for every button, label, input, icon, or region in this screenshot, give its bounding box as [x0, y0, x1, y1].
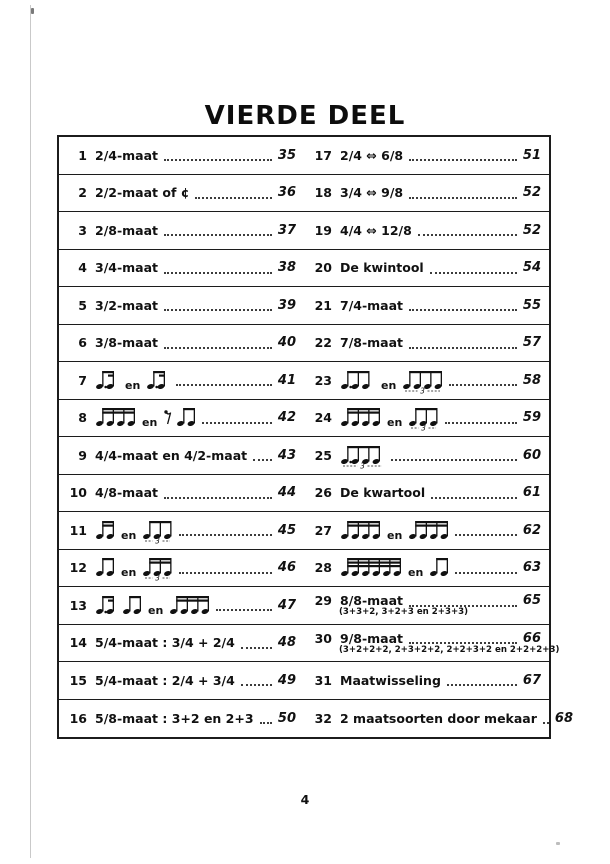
- toc-table: [57, 135, 573, 739]
- toc-entry: [59, 250, 304, 287]
- beamed-notes-icon: [146, 367, 170, 394]
- toc-entry-line: [67, 404, 296, 431]
- entry-number: 29: [314, 593, 332, 609]
- entry-page-number: 49: [277, 672, 296, 688]
- toc-entry: [304, 137, 549, 174]
- toc-entry: [304, 512, 549, 549]
- scan-speck: [556, 842, 560, 845]
- entry-number: 21: [314, 297, 332, 313]
- entry-number: 26: [314, 485, 332, 501]
- beamed-notes-icon: [95, 404, 136, 431]
- entry-title: 3/2-maat: [95, 297, 159, 313]
- beamed-notes-icon: [429, 554, 449, 581]
- entry-number: 18: [314, 185, 332, 201]
- entry-number: 7: [78, 372, 87, 388]
- dotted-leader: [409, 159, 517, 161]
- toc-entry: [59, 137, 304, 174]
- beamed-notes-icon: [408, 404, 439, 431]
- dotted-leader: [216, 609, 272, 611]
- connector-word: en: [387, 528, 403, 542]
- rhythm-notation: [340, 367, 443, 394]
- entry-title: 3/4 ⇔ 9/8: [340, 185, 404, 201]
- toc-entry: [304, 212, 549, 249]
- dotted-leader: [164, 234, 272, 236]
- entry-page-number: 48: [277, 635, 296, 651]
- dotted-leader: [164, 497, 272, 499]
- entry-page-number: 40: [277, 335, 296, 351]
- toc-entry: [59, 175, 304, 212]
- toc-row: [59, 550, 549, 588]
- toc-row: [59, 250, 549, 288]
- entry-title: 4/4-maat en 4/2-maat: [95, 447, 248, 463]
- triplet-number: 3: [155, 536, 161, 546]
- entry-page-number: 46: [277, 560, 296, 576]
- entry-number: 31: [314, 672, 332, 688]
- entry-subtitle: (3+3+2, 3+2+3 en 2+3+3): [339, 607, 469, 618]
- dotted-leader: [449, 384, 517, 386]
- entry-title: 2/2-maat of ¢: [95, 185, 190, 201]
- dotted-leader: [164, 309, 272, 311]
- toc-entry-line: [67, 335, 296, 350]
- connector-word: en: [121, 566, 137, 580]
- dotted-leader: [176, 384, 272, 386]
- dotted-leader: [202, 422, 272, 424]
- connector-word: en: [121, 528, 137, 542]
- dotted-leader: [409, 347, 517, 349]
- toc-entry: [59, 587, 304, 624]
- entry-number: 10: [69, 485, 87, 501]
- entry-page-number: 52: [522, 222, 541, 238]
- dotted-leader: [391, 459, 517, 461]
- entry-number: 25: [314, 447, 332, 463]
- toc-row: [59, 700, 573, 738]
- connector-word: en: [148, 603, 164, 617]
- toc-entry-line: [67, 367, 296, 394]
- dotted-leader: [543, 722, 549, 724]
- entry-page-number: 35: [277, 147, 296, 163]
- toc-entry-line: [67, 711, 296, 726]
- entry-title: 2 maatsoorten door mekaar: [340, 710, 537, 726]
- dotted-leader: [253, 459, 272, 461]
- toc-entry-line: [312, 298, 541, 313]
- entry-title: 7/4-maat: [340, 297, 404, 313]
- toc-entry-line: [67, 298, 296, 313]
- toc-entry: [59, 212, 304, 249]
- entry-title: De kwartool: [340, 485, 426, 501]
- entry-title: 8/8-maat: [340, 593, 404, 609]
- entry-title: 2/8-maat: [95, 222, 159, 238]
- toc-entry-line: [312, 673, 541, 688]
- toc-entry-line: [312, 185, 541, 200]
- toc-entry-line: [312, 148, 541, 163]
- toc-entry-line: [312, 710, 573, 726]
- entry-page-number: 59: [522, 410, 541, 426]
- entry-page-number: 43: [277, 447, 296, 463]
- toc-row: [59, 325, 549, 363]
- toc-entry: [59, 437, 304, 474]
- toc-row: [59, 475, 549, 513]
- entry-number: 1: [78, 147, 87, 163]
- entry-subtitle: (3+2+2+2, 2+3+2+2, 2+2+3+2 en 2+2+2+3): [339, 644, 560, 655]
- entry-number: 14: [69, 635, 87, 651]
- rhythm-notation: [340, 517, 449, 544]
- toc-row: [59, 175, 549, 213]
- toc-entry-line: [312, 367, 541, 394]
- connector-word: en: [387, 416, 403, 430]
- connector-word: en: [408, 566, 424, 580]
- entry-page-number: 62: [522, 522, 541, 538]
- entry-number: 23: [314, 372, 332, 388]
- toc-entry-line: [67, 673, 296, 688]
- beamed-notes-icon: [95, 592, 119, 619]
- beamed-notes-icon: [95, 517, 115, 544]
- toc-entry-line: [67, 635, 296, 650]
- toc-entry-line: [67, 517, 296, 544]
- toc-entry: [59, 550, 304, 587]
- toc-entry-line: [312, 404, 541, 431]
- beamed-notes-icon: [340, 442, 385, 469]
- dotted-leader: [431, 497, 517, 499]
- entry-page-number: 45: [277, 522, 296, 538]
- entry-number: 16: [69, 710, 87, 726]
- toc-entry: [59, 512, 304, 549]
- toc-entry-line: [312, 260, 541, 275]
- entry-title: 3/4-maat: [95, 260, 159, 276]
- toc-row: [59, 362, 549, 400]
- toc-entry-line: [67, 223, 296, 238]
- toc-entry-line: [312, 554, 541, 581]
- toc-row: [59, 137, 549, 175]
- beamed-notes-icon: [142, 517, 173, 544]
- beamed-notes-icon: [340, 517, 381, 544]
- toc-entry: [304, 325, 549, 362]
- dotted-leader: [409, 605, 517, 607]
- entry-page-number: 54: [522, 260, 541, 276]
- entry-page-number: 66: [522, 630, 541, 646]
- entry-page-number: 44: [277, 485, 296, 501]
- entry-number: 11: [69, 522, 87, 538]
- entry-number: 5: [78, 297, 87, 313]
- toc-entry: [59, 662, 304, 699]
- entry-number: 28: [314, 560, 332, 576]
- entry-page-number: 39: [277, 297, 296, 313]
- toc-entry: [304, 437, 549, 474]
- entry-number: 4: [78, 260, 87, 276]
- entry-number: 3: [78, 222, 87, 238]
- toc-entry: [59, 625, 304, 662]
- eighth-rest-icon: [163, 404, 173, 431]
- entry-number: 12: [69, 560, 87, 576]
- toc-entry-line: [312, 517, 541, 544]
- dotted-leader: [418, 234, 517, 236]
- entry-page-number: 52: [522, 185, 541, 201]
- toc-row: [59, 587, 549, 625]
- page-title: VIERDE DEEL: [204, 101, 406, 132]
- dotted-leader: [445, 422, 517, 424]
- entry-page-number: 65: [522, 593, 541, 609]
- entry-number: 30: [314, 630, 332, 646]
- dotted-leader: [260, 722, 272, 724]
- toc-entry: [59, 362, 304, 399]
- toc-entry-line: [67, 260, 296, 275]
- entry-page-number: 42: [277, 410, 296, 426]
- entry-title: 3/8-maat: [95, 335, 159, 351]
- toc-entry: [304, 625, 560, 662]
- toc-entry: [304, 250, 549, 287]
- rhythm-notation: [95, 367, 170, 394]
- entry-title: 7/8-maat: [340, 335, 404, 351]
- toc-row: [59, 212, 549, 250]
- beamed-notes-icon: [402, 367, 443, 394]
- toc-entry-line: [312, 593, 541, 608]
- toc-entry: [304, 662, 549, 699]
- entry-title: 5/4-maat : 3/4 + 2/4: [95, 635, 235, 651]
- dotted-leader: [179, 572, 272, 574]
- rhythm-notation: [340, 554, 449, 581]
- entry-number: 6: [78, 335, 87, 351]
- toc-entry-line: [312, 631, 541, 646]
- toc-entry-line: [312, 223, 541, 238]
- beamed-notes-icon: [95, 367, 119, 394]
- dotted-leader: [447, 684, 517, 686]
- toc-entry: [304, 400, 549, 437]
- beamed-notes-icon: [340, 404, 381, 431]
- toc-entry: [59, 287, 304, 324]
- toc-entry: [304, 587, 549, 624]
- entry-number: 20: [314, 260, 332, 276]
- toc-entry: [59, 700, 304, 738]
- entry-number: 24: [314, 410, 332, 426]
- entry-title: De kwintool: [340, 260, 424, 276]
- rhythm-notation: [95, 554, 173, 581]
- beamed-notes-icon: [340, 554, 402, 581]
- entry-title: Maatwisseling: [340, 672, 441, 688]
- toc-entry: [304, 700, 573, 738]
- entry-title: 4/8-maat: [95, 485, 159, 501]
- toc-entry: [304, 475, 549, 512]
- rhythm-notation: [340, 404, 439, 431]
- dotted-leader: [241, 647, 272, 649]
- entry-page-number: 50: [277, 710, 296, 726]
- toc-entry-line: [67, 485, 296, 500]
- toc-row: [59, 400, 549, 438]
- rhythm-notation: [95, 592, 210, 619]
- entry-number: 19: [314, 222, 332, 238]
- rhythm-notation: [95, 517, 173, 544]
- toc-entry-line: [312, 485, 541, 500]
- toc-entry: [59, 325, 304, 362]
- entry-title: 2/4 ⇔ 6/8: [340, 147, 404, 163]
- triplet-number: 3: [421, 423, 427, 433]
- beamed-notes-icon: [169, 592, 210, 619]
- entry-number: 15: [69, 672, 87, 688]
- toc-row: [59, 625, 560, 663]
- dotted-leader: [195, 197, 271, 199]
- toc-entry: [304, 175, 549, 212]
- toc-entry-line: [67, 554, 296, 581]
- toc-entry-line: [312, 335, 541, 350]
- triplet-number: 3: [420, 386, 426, 396]
- entry-number: 9: [78, 447, 87, 463]
- dotted-leader: [430, 272, 517, 274]
- footer-page-number: 4: [300, 792, 310, 807]
- entry-number: 22: [314, 335, 332, 351]
- entry-page-number: 60: [522, 447, 541, 463]
- dotted-leader: [455, 572, 517, 574]
- scan-speck: [31, 8, 34, 14]
- entry-number: 17: [314, 147, 332, 163]
- entry-page-number: 41: [277, 372, 296, 388]
- toc-entry-line: [67, 592, 296, 619]
- beamed-notes-icon: [176, 404, 196, 431]
- entry-page-number: 38: [277, 260, 296, 276]
- entry-title: 5/8-maat : 3+2 en 2+3: [95, 710, 254, 726]
- toc-entry-line: [67, 148, 296, 163]
- toc-entry-line: [67, 185, 296, 200]
- entry-page-number: 63: [522, 560, 541, 576]
- dotted-leader: [241, 684, 272, 686]
- dotted-leader: [409, 309, 517, 311]
- entry-page-number: 67: [522, 672, 541, 688]
- entry-number: 2: [78, 185, 87, 201]
- entry-page-number: 37: [277, 222, 296, 238]
- entry-page-number: 55: [522, 297, 541, 313]
- entry-number: 8: [78, 410, 87, 426]
- entry-page-number: 47: [277, 597, 296, 613]
- dotted-leader: [409, 197, 517, 199]
- beamed-notes-icon: [122, 592, 142, 619]
- dotted-leader: [164, 347, 272, 349]
- entry-number: 32: [314, 710, 332, 726]
- connector-word: en: [381, 378, 397, 392]
- entry-number: 27: [314, 522, 332, 538]
- beamed-notes-icon: [340, 367, 375, 394]
- toc-entry-line: [312, 442, 541, 469]
- toc-row: [59, 662, 549, 700]
- entry-page-number: 58: [522, 372, 541, 388]
- entry-page-number: 57: [522, 335, 541, 351]
- toc-entry: [304, 362, 549, 399]
- scan-edge-artifact: [30, 5, 31, 858]
- triplet-number: 3: [360, 461, 365, 471]
- dotted-leader: [164, 272, 272, 274]
- rhythm-notation: [340, 442, 385, 469]
- beamed-notes-icon: [142, 554, 173, 581]
- toc-entry-line: [67, 448, 296, 463]
- entry-title: 2/4-maat: [95, 147, 159, 163]
- toc-entry: [59, 475, 304, 512]
- toc-entry: [59, 400, 304, 437]
- beamed-notes-icon: [95, 554, 115, 581]
- toc-entry: [304, 550, 549, 587]
- entry-title: 5/4-maat : 2/4 + 3/4: [95, 672, 235, 688]
- entry-page-number: 36: [277, 185, 296, 201]
- dotted-leader: [455, 534, 517, 536]
- entry-page-number: 68: [554, 710, 573, 726]
- beamed-notes-icon: [408, 517, 449, 544]
- dotted-leader: [164, 159, 272, 161]
- triplet-number: 3: [155, 573, 161, 583]
- toc-row: [59, 287, 549, 325]
- toc-entry: [304, 287, 549, 324]
- dotted-leader: [179, 534, 272, 536]
- entry-page-number: 51: [522, 147, 541, 163]
- entry-title: 4/4 ⇔ 12/8: [340, 222, 412, 238]
- entry-number: 13: [69, 597, 87, 613]
- entry-title: 9/8-maat: [340, 630, 404, 646]
- entry-page-number: 61: [522, 485, 541, 501]
- toc-row: [59, 437, 549, 475]
- toc-row: [59, 512, 549, 550]
- rhythm-notation: [95, 404, 196, 431]
- connector-word: en: [142, 416, 158, 430]
- dotted-leader: [409, 642, 517, 644]
- connector-word: en: [125, 378, 141, 392]
